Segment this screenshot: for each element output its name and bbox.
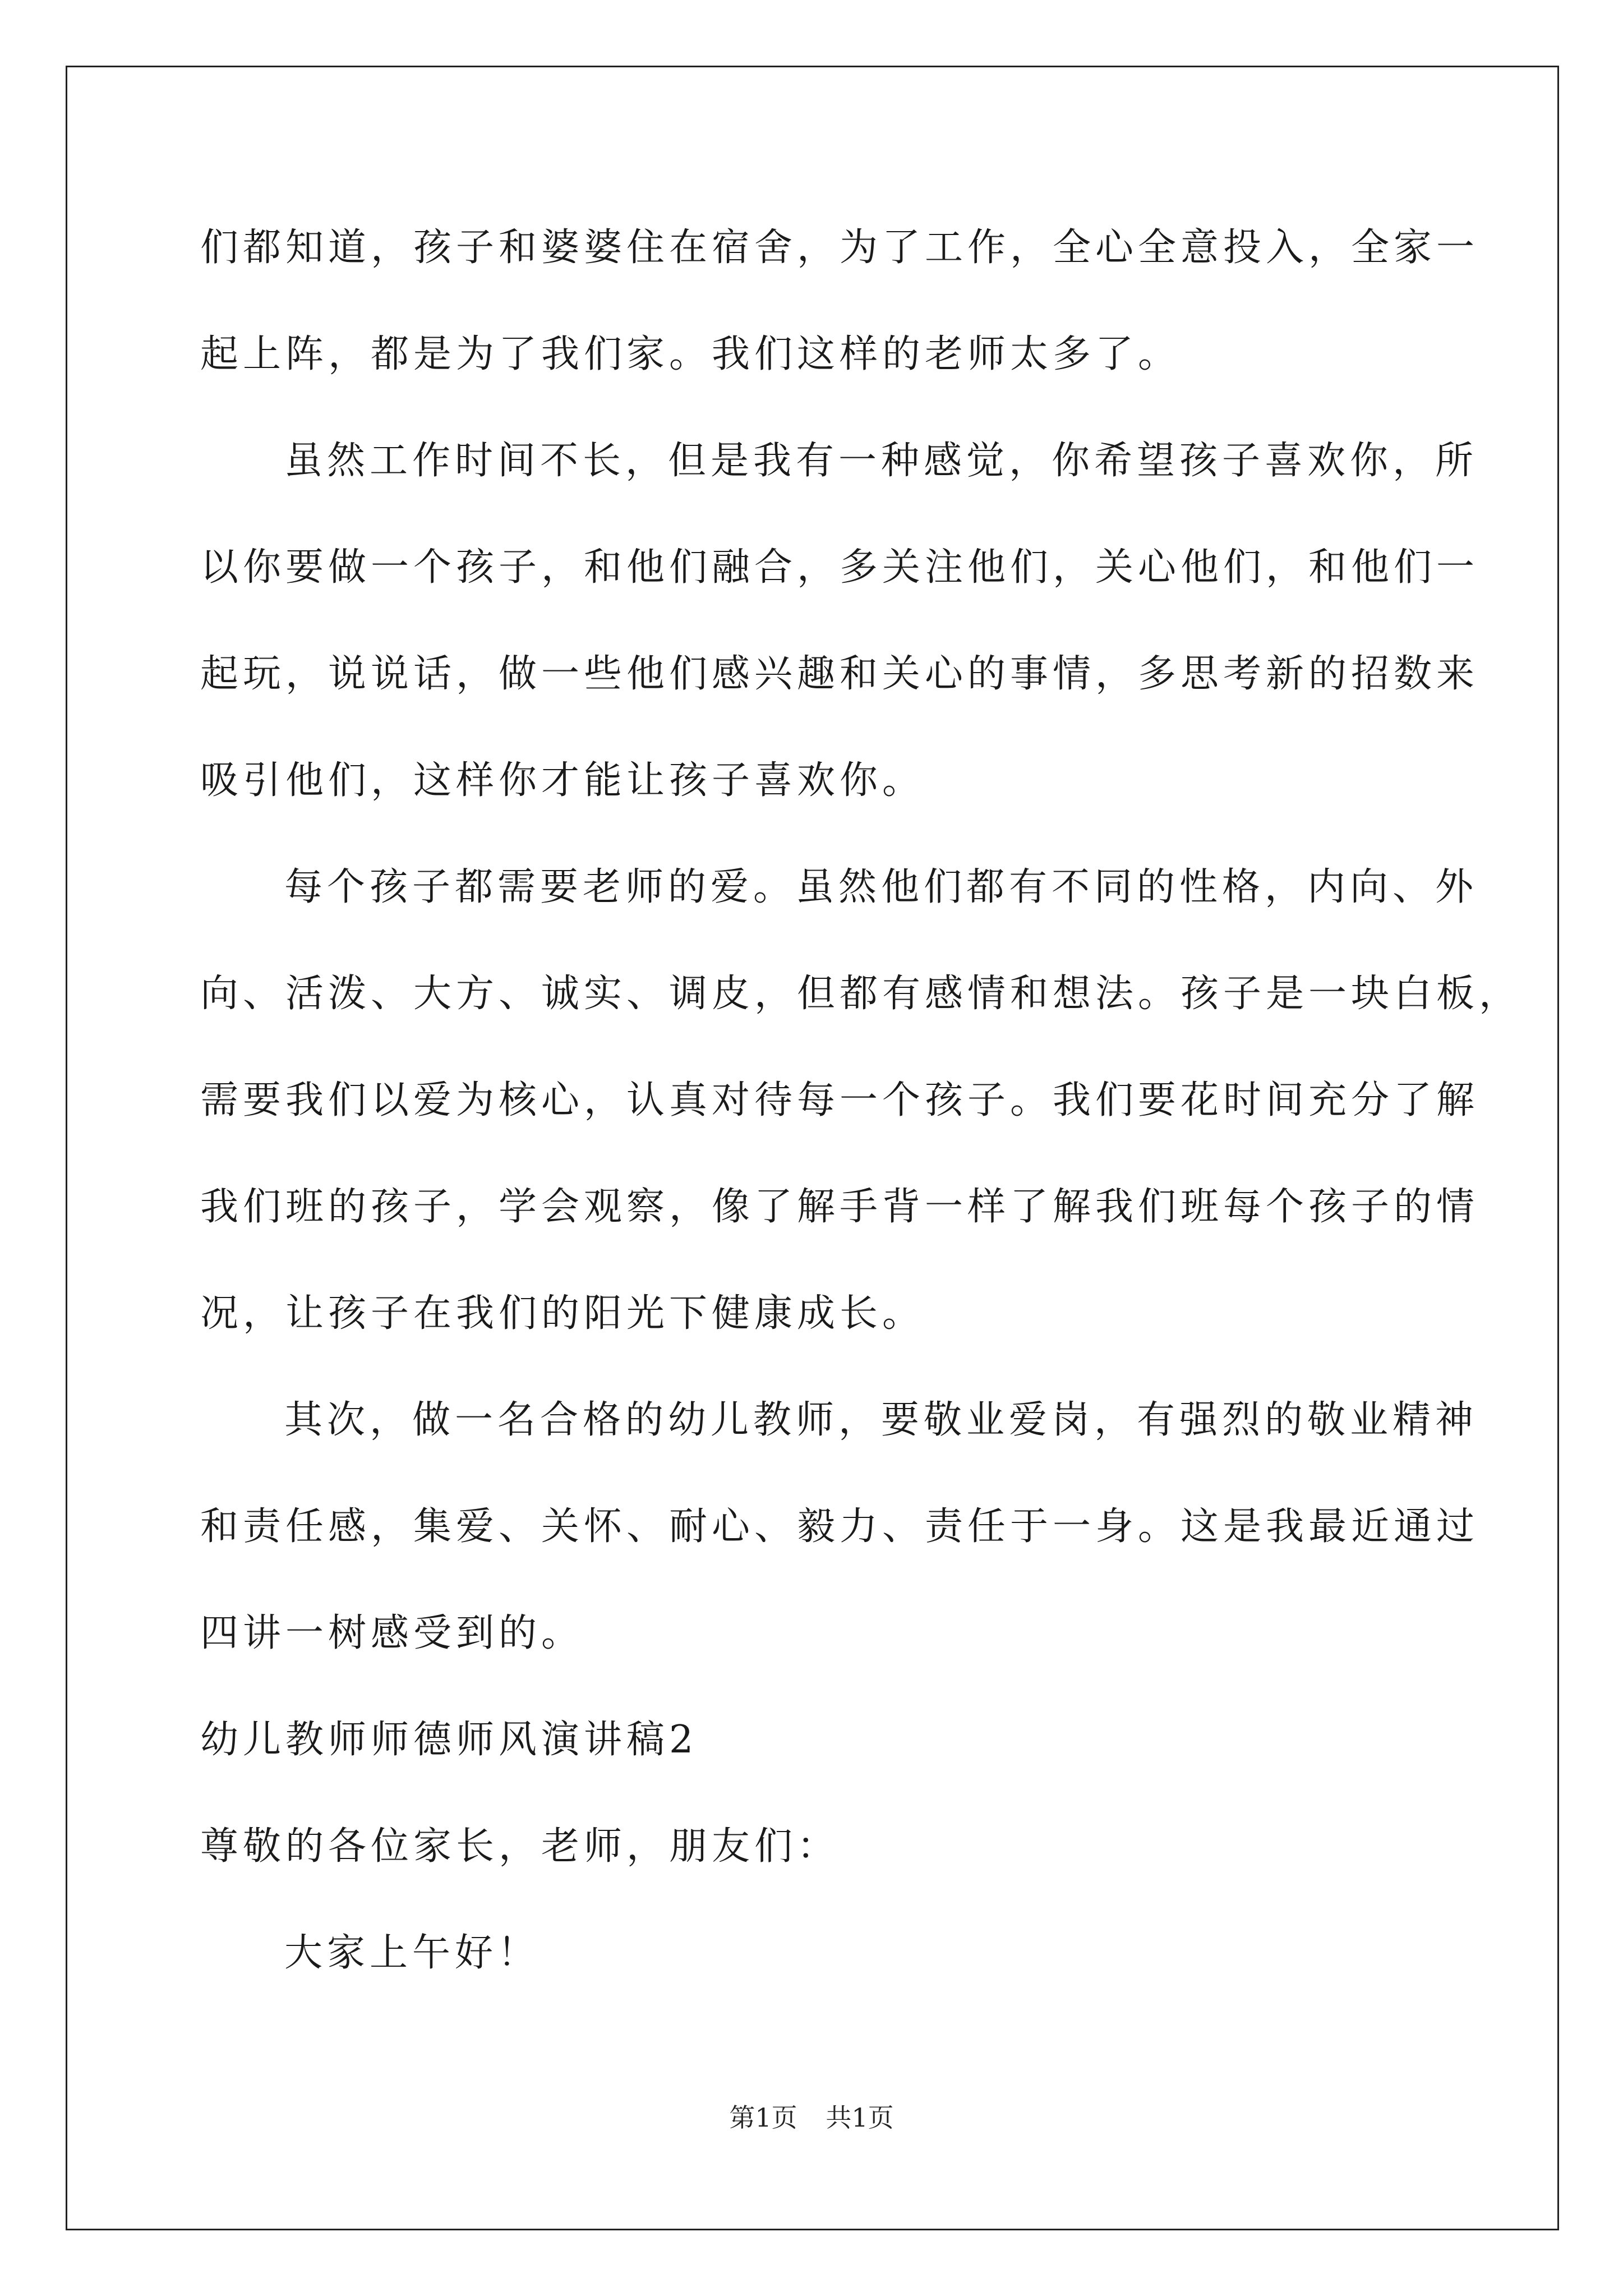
section-title: 幼儿教师师德师风演讲稿2 bbox=[200, 1718, 698, 1762]
text-line: 吸引他们，这样你才能让孩子喜欢你。 bbox=[200, 758, 925, 803]
salutation-line: 尊敬的各位家长，老师，朋友们： bbox=[200, 1824, 840, 1869]
text-line: 向、活泼、大方、诚实、调皮，但都有感情和想法。孩子是一块白板， bbox=[200, 972, 1522, 1016]
greeting-line: 大家上午好！ bbox=[284, 1931, 541, 1975]
text-line: 四讲一树感受到的。 bbox=[200, 1611, 584, 1655]
document-body bbox=[200, 209, 1522, 2021]
text-line: 我们班的孩子，学会观察，像了解手背一样了解我们班每个孩子的情 bbox=[200, 1185, 1479, 1229]
paragraph-start-line: 其次，做一名合格的幼儿教师，要敬业爱岗，有强烈的敬业精神 bbox=[284, 1398, 1478, 1442]
text-line: 况，让孩子在我们的阳光下健康成长。 bbox=[200, 1291, 925, 1336]
text-line: 需要我们以爱为核心，认真对待每一个孩子。我们要花时间充分了解 bbox=[200, 1078, 1479, 1122]
page-number-total: 共1页 bbox=[826, 2102, 894, 2133]
text-line: 起上阵，都是为了我们家。我们这样的老师太多了。 bbox=[200, 332, 1181, 376]
paragraph-start-line: 虽然工作时间不长，但是我有一种感觉，你希望孩子喜欢你，所 bbox=[284, 439, 1478, 483]
page-footer bbox=[0, 2101, 1623, 2134]
paragraph-start-line: 每个孩子都需要老师的爱。虽然他们都有不同的性格，内向、外 bbox=[284, 865, 1478, 909]
text-line: 起玩，说说话，做一些他们感兴趣和关心的事情，多思考新的招数来 bbox=[200, 652, 1479, 696]
text-line: 以你要做一个孩子，和他们融合，多关注他们，关心他们，和他们一 bbox=[200, 545, 1479, 590]
text-line: 们都知道，孩子和婆婆住在宿舍，为了工作，全心全意投入，全家一 bbox=[200, 226, 1479, 270]
page-number-current: 第1页 bbox=[729, 2102, 797, 2133]
text-line: 和责任感，集爱、关怀、耐心、毅力、责任于一身。这是我最近通过 bbox=[200, 1504, 1479, 1549]
